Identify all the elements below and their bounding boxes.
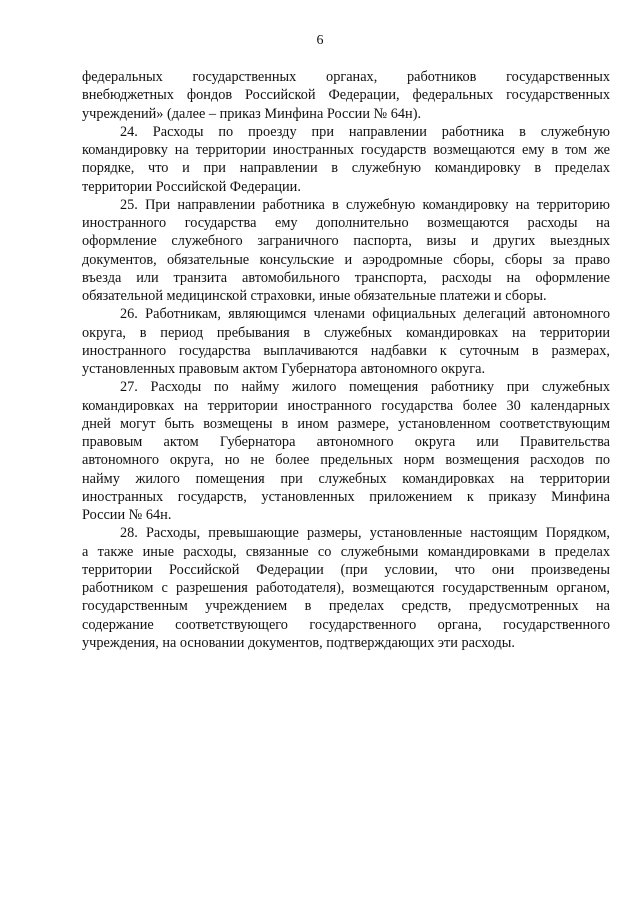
text-line: иностранных государств, установленных приложением к приказу Минфина bbox=[82, 488, 610, 505]
text-line: содержание соответствующего государственного органа, государственного bbox=[82, 616, 610, 633]
text-line: порядке, что и при направлении в служебную командировку в пределах bbox=[82, 160, 610, 177]
text-line: государственным учреждением в пределах средств, предусмотренных на bbox=[82, 598, 610, 615]
text-line: федеральных государственных органах, работников государственных bbox=[82, 69, 610, 85]
text-line: обязательной медицинской страховки, иные обязательные платежи и сборы. bbox=[82, 288, 547, 304]
text-line: внебюджетных фондов Российской Федерации, федеральных государственных bbox=[82, 87, 610, 104]
text-line: 28. Расходы, превышающие размеры, установленные настоящим Порядком, bbox=[120, 525, 610, 542]
paragraph-p26 bbox=[82, 305, 610, 378]
paragraph-p27 bbox=[82, 378, 610, 524]
page-number: 6 bbox=[316, 33, 324, 48]
text-line: 27. Расходы по найму жилого помещения работнику при служебных bbox=[120, 379, 610, 396]
text-line: а также иные расходы, связанные со служебными командировками в пределах bbox=[82, 543, 610, 560]
text-line: территории Российской Федерации. bbox=[82, 178, 301, 195]
text-line: командировку на территории иностранных государств возмещаются ему в том же bbox=[82, 142, 610, 158]
paragraph-p28 bbox=[82, 524, 610, 652]
text-line: правовым актом Губернатора автономного округа или Правительства bbox=[82, 434, 610, 450]
paragraph-p24 bbox=[82, 123, 610, 196]
text-line: учреждения, на основании документов, подтверждающих эти расходы. bbox=[82, 634, 515, 651]
text-line: учреждений» (далее – приказ Минфина России № 64н). bbox=[82, 105, 422, 122]
text-line: работником с разрешения работодателя), возмещаются государственным органом, bbox=[82, 580, 610, 596]
text-line: России № 64н. bbox=[82, 507, 172, 523]
text-line: въезда или транзита автомобильного транспорта, расходы на оформление bbox=[82, 269, 610, 286]
text-line: 24. Расходы по проезду при направлении работника в служебную bbox=[120, 123, 610, 140]
paragraph-continuation bbox=[82, 68, 610, 123]
text-line: 25. При направлении работника в служебную командировку на территорию bbox=[120, 196, 610, 213]
text-line: территории Российской Федерации (при условии, что они произведены bbox=[82, 561, 610, 578]
text-line: иностранного государства ему дополнительно возмещаются расходы на bbox=[82, 215, 610, 231]
text-line: округа, в период пребывания в служебных командировках на территории bbox=[82, 324, 610, 341]
text-line: 26. Работникам, являющимся членами официальных делегаций автономного bbox=[120, 306, 610, 323]
paragraph-p25 bbox=[82, 196, 610, 306]
text-line: дней могут быть возмещены в ином размере, установленном соответствующим bbox=[82, 415, 610, 432]
text-line: установленных правовым актом Губернатора автономного округа. bbox=[82, 361, 486, 377]
text-line: автономного округа, но не более предельных норм возмещения расходов по bbox=[82, 452, 610, 469]
text-line: командировках на территории иностранного государства более 30 календарных bbox=[82, 397, 610, 414]
text-line: иностранного государства выплачиваются надбавки к суточным в размерах, bbox=[82, 342, 610, 359]
document-body bbox=[82, 68, 610, 652]
text-line: оформление служебного заграничного паспорта, визы и других выездных bbox=[82, 233, 610, 250]
text-line: найму жилого помещения при служебных командировках на территории bbox=[82, 470, 610, 487]
text-line: документов, обязательные консульские и аэродромные сборы, сборы за право bbox=[82, 251, 610, 268]
